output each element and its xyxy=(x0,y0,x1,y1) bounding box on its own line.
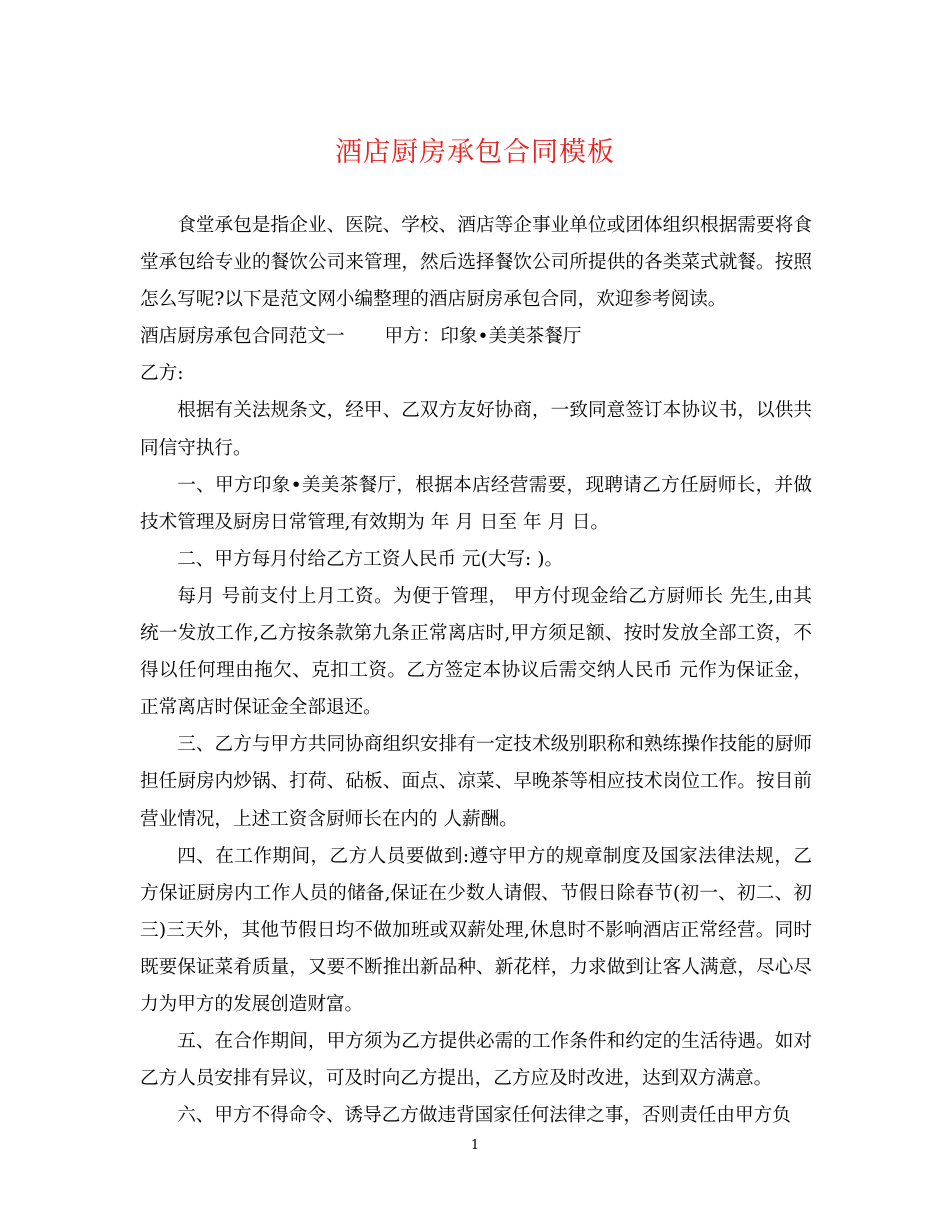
party-a: 甲方：印象•美美茶餐厅 xyxy=(384,326,582,348)
clause-4: 四、在工作期间，乙方人员要做到:遵守甲方的规章制度及国家法律法规，乙方保证厨房内工作人员的储备,保证在少数人请假、节假日除春节(初一、初二、初三)三天外，其他节假日均不做加班或双薪处理,休息时不影响酒店正常经营。同时既要保证菜肴质量，又要不断推出新品种、新花样，力求做到让客人满意，尽心尽力为甲方的发展创造财富。 xyxy=(140,845,812,1015)
clause-1: 一、甲方印象•美美茶餐厅，根据本店经营需要，现聘请乙方任厨师长，并做技术管理及厨房日常管理,有效期为 年 月 日至 年 月 日。 xyxy=(140,474,812,533)
document-title: 酒店厨房承包合同模板 xyxy=(335,137,615,168)
clause-5: 五、在合作期间，甲方须为乙方提供必需的工作条件和约定的生活待遇。如对乙方人员安排有异议，可及时向乙方提出，乙方应及时改进，达到双方满意。 xyxy=(140,1031,812,1090)
clause-3: 三、乙方与甲方共同协商组织安排有一定技术级别职称和熟练操作技能的厨师担任厨房内炒锅、打荷、砧板、面点、凉菜、早晚茶等相应技术岗位工作。按目前营业情况，上述工资含厨师长在内的 人薪酬。 xyxy=(140,734,812,830)
party-b: 乙方: xyxy=(140,363,184,385)
page-number: 1 xyxy=(470,1138,480,1153)
clause-6: 六、甲方不得命令、诱导乙方做违背国家任何法律之事，否则责任由甲方负 xyxy=(177,1105,791,1127)
intro-paragraph: 食堂承包是指企业、医院、学校、酒店等企事业单位或团体组织根据需要将食堂承包给专业的餐饮公司来管理，然后选择餐饮公司所提供的各类菜式就餐。按照怎么写呢?以下是范文网小编整理的酒店厨房承包合同，欢迎参考阅读。 xyxy=(140,215,812,311)
clause-2: 二、甲方每月付给乙方工资人民币 元(大写: )。 xyxy=(177,548,564,570)
sample-heading-line xyxy=(140,318,812,355)
clause-2-detail: 每月 号前支付上月工资。为便于管理， 甲方付现金给乙方厨师长 先生,由其统一发放工作,乙方按条款第九条正常离店时,甲方须足额、按时发放全部工资，不得以任何理由拖欠、克扣工资。乙方签定本协议后需交纳人民币 元作为保证金，正常离店时保证金全部退还。 xyxy=(140,585,812,719)
document-body xyxy=(140,207,812,1134)
preamble-paragraph: 根据有关法规条文，经甲、乙双方友好协商，一致同意签订本协议书，以供共同信守执行。 xyxy=(140,400,812,459)
sample-heading: 酒店厨房承包合同范文一 xyxy=(140,326,345,348)
